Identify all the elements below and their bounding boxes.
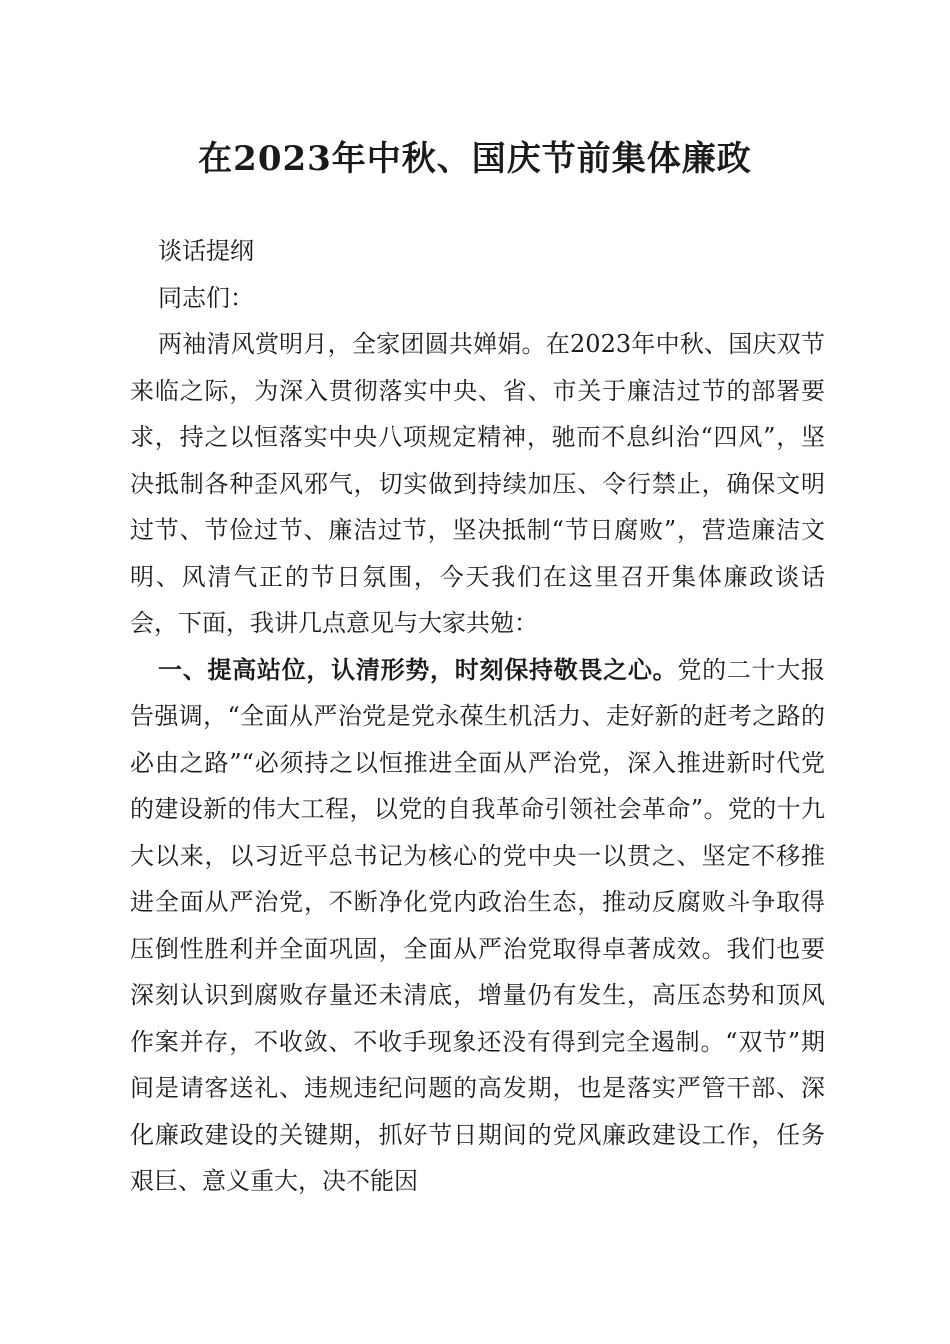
salutation-line: 同志们： [158, 283, 254, 312]
document-body [130, 228, 825, 1205]
document-title: 在2023年中秋、国庆节前集体廉政 [198, 139, 752, 179]
section-1-body: 党的二十大报告强调，“全面从严治党是党永葆生机活力、走好新的赶考之路的必由之路”“必须持之以恒推进全面从严治党，深入推进新时代党的建设新的伟大工程，以党的自我革命引领社会革命”。党的十九大以来，以习近平总书记为核心的党中央一以贯之、坚定不移推进全面从严治党，不断净化党内政治生态，推动反腐败斗争取得压倒性胜利并全面巩固，全面从严治党取得卓著成效。我们也要深刻认识到腐败存量还未清底，增量仍有发生，高压态势和顶风作案并存，不收敛、不收手现象还没有得到完全遏制。“双节”期间是请客送礼、违规违纪问题的高发期，也是落实严管干部、深化廉政建设的关键期，抓好节日期间的党风廉政建设工作，任务艰巨、意义重大，决不能因 [130, 655, 826, 1195]
section-1-heading: 一、提高站位，认清形势，时刻保持敬畏之心。 [158, 654, 678, 684]
section-1-paragraph [130, 647, 825, 1205]
subtitle-line: 谈话提纲 [158, 237, 254, 265]
intro-paragraph: 两袖清风赏明月，全家团圆共婵娟。在2023年中秋、国庆双节来临之际，为深入贯彻落实中央、省、市关于廉洁过节的部署要求，持之以恒落实中央八项规定精神，驰而不息纠治“四风”，坚决抵制各种歪风邪气，切实做到持续加压、令行禁止，确保文明过节、节俭过节、廉洁过节，坚决抵制“节日腐败”，营造廉洁文明、风清气正的节日氛围，今天我们在这里召开集体廉政谈话会，下面，我讲几点意见与大家共勉： [130, 330, 825, 637]
